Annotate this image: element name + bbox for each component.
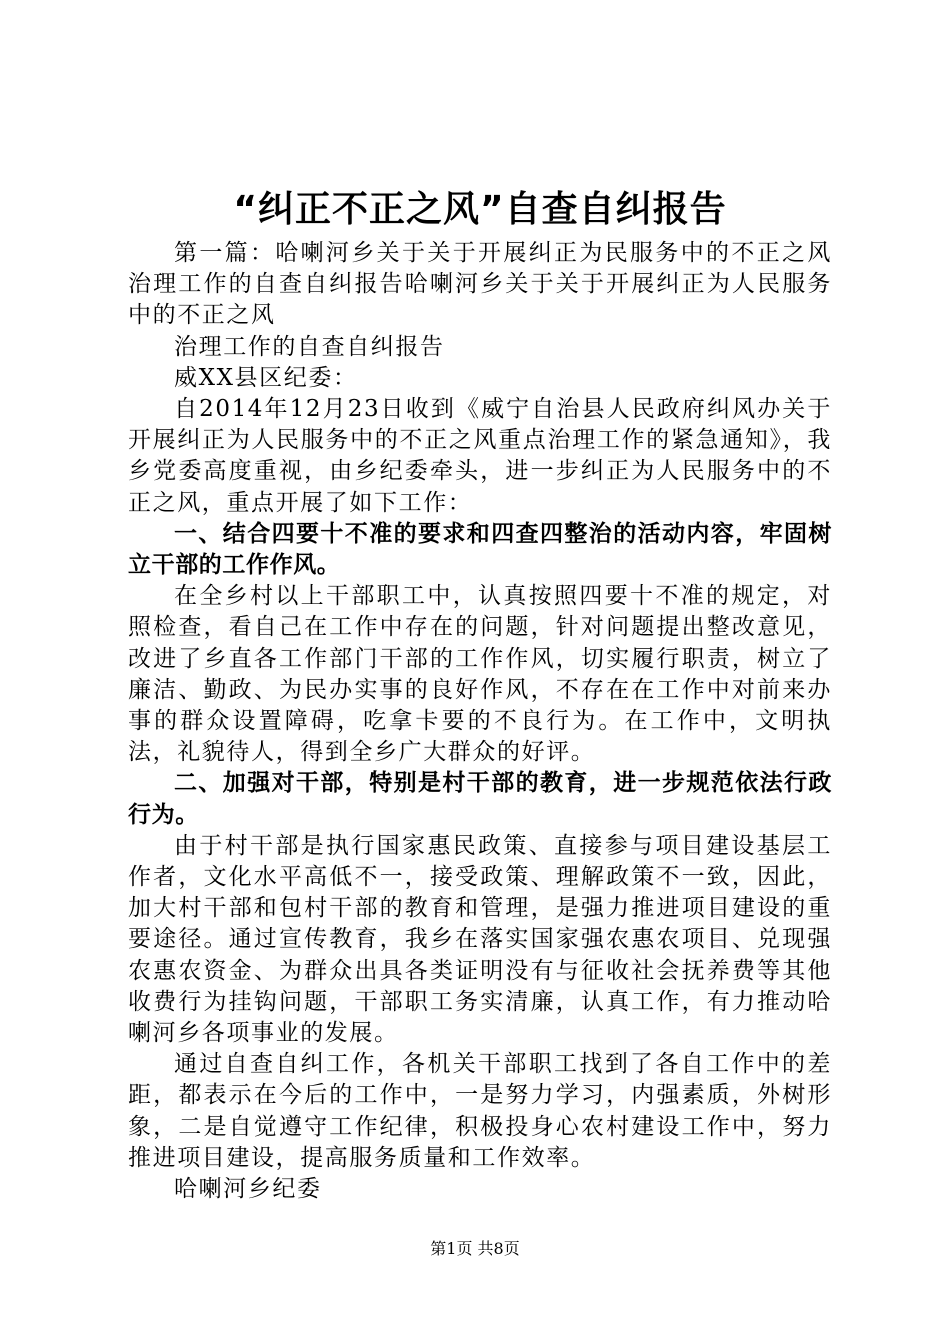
body-paragraph: 在全乡村以上干部职工中，认真按照四要十不准的规定，对照检查，看自己在工作中存在的问题，针对问题提出整改意见，改进了乡直各工作部门干部的工作作风，切实履行职责，树立了廉洁、勤政、为民办实事的良好作风，不存在在工作中对前来办事的群众设置障碍，吃拿卡要的不良行为。在工作中，文明执法，礼貌待人，得到全乡广大群众的好评。 — [128, 583, 832, 766]
document-title: “纠正不正之风”自查自纠报告 — [233, 189, 727, 230]
document-body — [128, 186, 832, 1205]
body-paragraph: 由于村干部是执行国家惠民政策、直接参与项目建设基层工作者，文化水平高低不一，接受政策、理解政策不一致，因此，加大村干部和包村干部的教育和管理，是强力推进项目建设的重要途径。通过宣传教育，我乡在落实国家强农惠农项目、兑现强农惠农资金、为群众出具各类证明没有与征收社会抚养费等其他收费行为挂钩问题，干部职工务实清廉，认真工作，有力推动哈喇河乡各项事业的发展。 — [128, 832, 832, 1047]
section-heading-1: 一、结合四要十不准的要求和四查四整治的活动内容，牢固树立干部的工作作风。 — [128, 520, 832, 579]
salutation: 威XX县区纪委： — [174, 364, 358, 391]
subtitle-line: 治理工作的自查自纠报告 — [174, 333, 445, 360]
body-paragraph: 自2014年12月23日收到《威宁自治县人民政府纠风办关于开展纠正为人民服务中的不正之风重点治理工作的紧急通知》，我乡党委高度重视，由乡纪委牵头，进一步纠正为人民服务中的不正之风，重点开展了如下工作： — [128, 396, 832, 516]
body-paragraph: 通过自查自纠工作，各机关干部职工找到了各自工作中的差距，都表示在今后的工作中，一是努力学习，内强素质，外树形象，二是自觉遵守工作纪律，积极投身心农村建设工作中，努力推进项目建设，提高服务质量和工作效率。 — [128, 1051, 832, 1171]
signature-line: 哈喇河乡纪委 — [174, 1176, 322, 1203]
intro-paragraph: 第一篇：哈喇河乡关于关于开展纠正为民服务中的不正之风治理工作的自查自纠报告哈喇河乡关于关于开展纠正为人民服务中的不正之风 — [128, 240, 832, 329]
section-heading-2: 二、加强对干部，特别是村干部的教育，进一步规范依法行政行为。 — [128, 770, 832, 828]
page-number-footer: 第1页 共8页 — [430, 1239, 520, 1258]
